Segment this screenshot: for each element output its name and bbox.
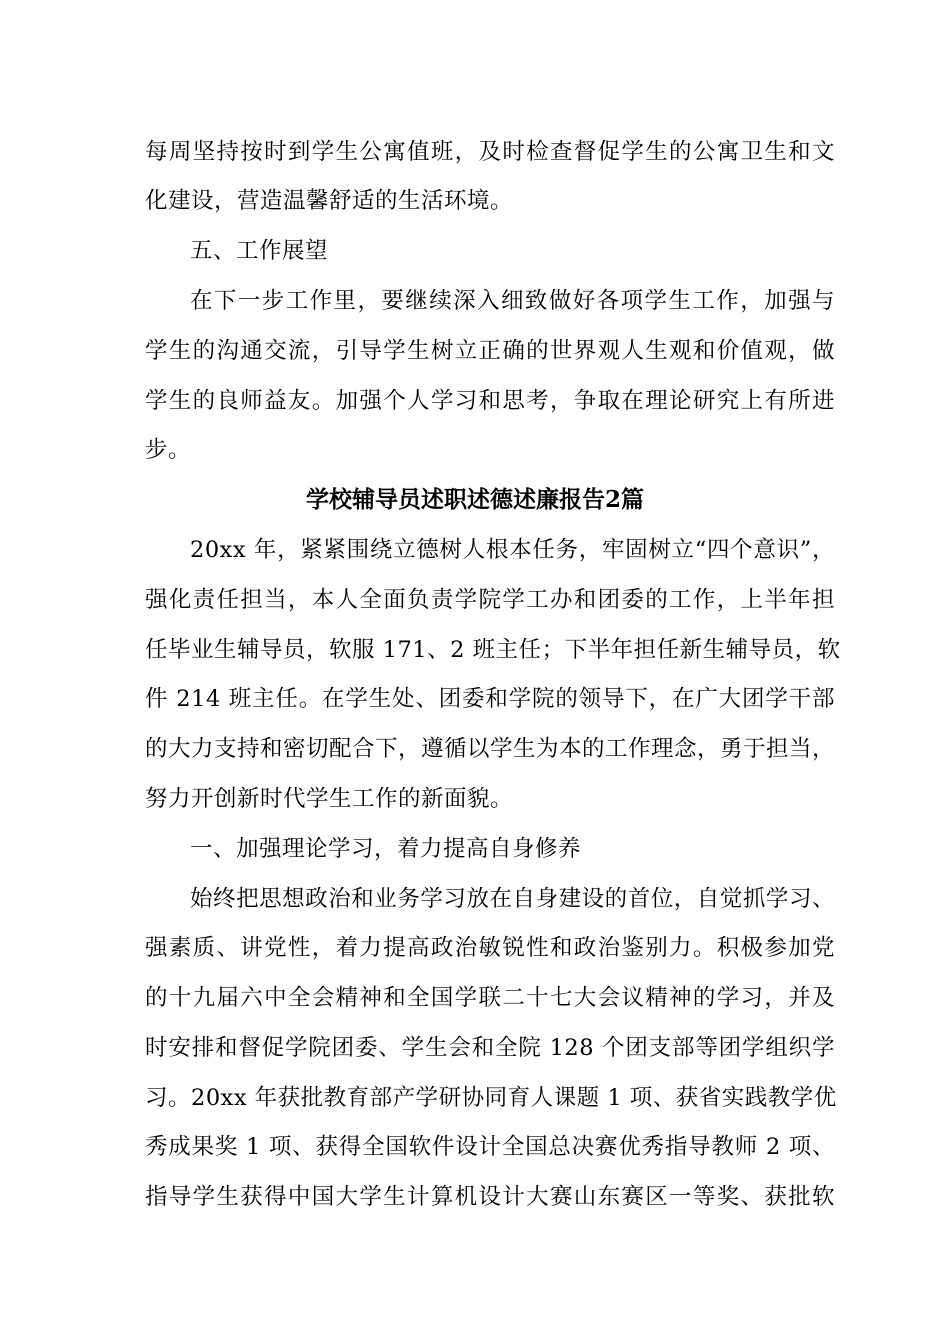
paragraph-line: 化建设，营造温馨舒适的生活环境。 <box>145 188 514 214</box>
section-heading: 一、加强理论学习，着力提高自身修养 <box>190 836 582 862</box>
paragraph-line: 秀成果奖 1 项、获得全国软件设计全国总决赛优秀指导教师 2 项、 <box>145 1134 835 1160</box>
paragraph-line: 的十九届六中全会精神和全国学联二十七大会议精神的学习，并及 <box>145 985 835 1011</box>
paragraph-line: 的大力支持和密切配合下，遵循以学生为本的工作理念，勇于担当， <box>145 736 836 762</box>
paragraph-line: 学生的良师益友。加强个人学习和思考，争取在理论研究上有所进 <box>145 388 835 414</box>
paragraph-line: 强化责任担当，本人全面负责学院学工办和团委的工作，上半年担 <box>145 587 835 613</box>
paragraph-line: 习。20xx 年获批教育部产学研协同育人课题 1 项、获省实践教学优 <box>145 1085 837 1111</box>
paragraph-line: 指导学生获得中国大学生计算机设计大赛山东赛区一等奖、获批软 <box>145 1184 835 1210</box>
paragraph-line: 每周坚持按时到学生公寓值班，及时检查督促学生的公寓卫生和文 <box>145 139 835 165</box>
section-heading: 五、工作展望 <box>190 238 329 264</box>
paragraph-line: 强素质、讲党性，着力提高政治敏锐性和政治鉴别力。积极参加党 <box>145 935 835 961</box>
paragraph-line: 20xx 年，紧紧围绕立德树人根本任务，牢固树立“四个意识”， <box>190 537 835 563</box>
paragraph-line: 努力开创新时代学生工作的新面貌。 <box>145 786 514 812</box>
paragraph-line: 在下一步工作里，要继续深入细致做好各项学生工作，加强与 <box>190 288 835 314</box>
paragraph-line: 任毕业生辅导员，软服 171、2 班主任；下半年担任新生辅导员，软 <box>145 637 841 663</box>
paragraph-line: 步。 <box>145 437 192 463</box>
paragraph-line: 件 214 班主任。在学生处、团委和学院的领导下，在广大团学干部 <box>145 686 835 712</box>
document-title: 学校辅导员述职述德述廉报告2篇 <box>305 486 644 513</box>
paragraph-line: 学生的沟通交流，引导学生树立正确的世界观人生观和价值观，做 <box>145 338 835 364</box>
paragraph-line: 时安排和督促学院团委、学生会和全院 128 个团支部等团学组织学 <box>145 1035 835 1061</box>
paragraph-line: 始终把思想政治和业务学习放在自身建设的首位，自觉抓学习、 <box>190 886 835 912</box>
